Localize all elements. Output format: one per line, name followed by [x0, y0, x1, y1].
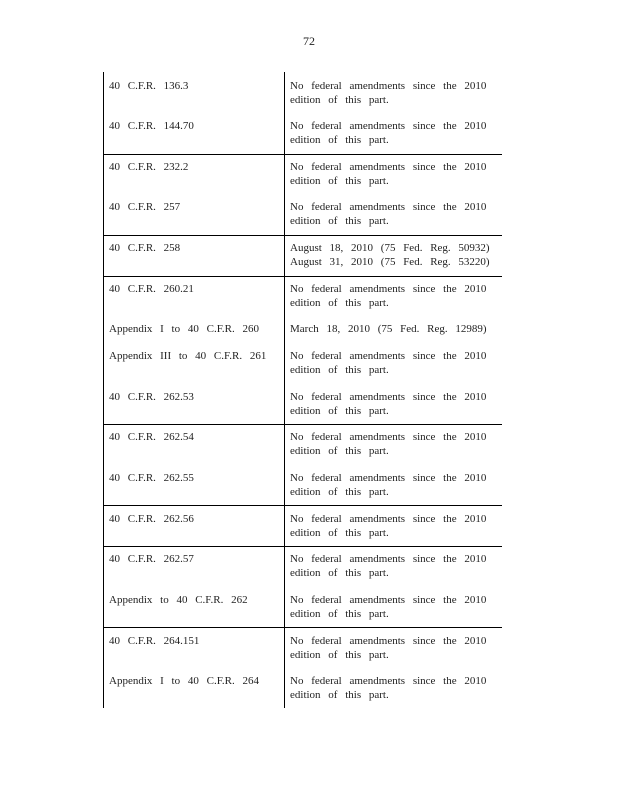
citation: 40 C.F.R. 257 — [109, 201, 181, 213]
citation: 40 C.F.R. 136.3 — [109, 80, 189, 92]
status-line-1: August 18, 2010 (75 Fed. Reg. 50932) — [290, 242, 490, 254]
status-line-1: No federal amendments since the 2010 — [290, 675, 487, 687]
citation: 40 C.F.R. 264.151 — [109, 635, 200, 647]
status-line-2: August 31, 2010 (75 Fed. Reg. 53220) — [290, 256, 490, 268]
row-divider — [103, 505, 502, 506]
table-column-divider — [284, 72, 285, 708]
status-line-2: edition of this part. — [290, 649, 389, 661]
status-line-1: No federal amendments since the 2010 — [290, 472, 487, 484]
status-line-2: edition of this part. — [290, 405, 389, 417]
citation: 40 C.F.R. 260.21 — [109, 283, 194, 295]
status-line-1: No federal amendments since the 2010 — [290, 513, 487, 525]
citation: 40 C.F.R. 262.54 — [109, 431, 194, 443]
status-line-1: No federal amendments since the 2010 — [290, 431, 487, 443]
status-line-2: edition of this part. — [290, 297, 389, 309]
status-line-2: edition of this part. — [290, 567, 389, 579]
citation: Appendix I to 40 C.F.R. 260 — [109, 323, 260, 335]
status-line-1: March 18, 2010 (75 Fed. Reg. 12989) — [290, 323, 487, 335]
citation: 40 C.F.R. 262.56 — [109, 513, 194, 525]
page-number: 72 — [303, 34, 315, 48]
row-divider — [103, 276, 502, 277]
status-line-2: edition of this part. — [290, 689, 389, 701]
status-line-1: No federal amendments since the 2010 — [290, 120, 487, 132]
status-line-1: No federal amendments since the 2010 — [290, 161, 487, 173]
citation: 40 C.F.R. 262.55 — [109, 472, 194, 484]
status-line-2: edition of this part. — [290, 215, 389, 227]
citation: 40 C.F.R. 144.70 — [109, 120, 194, 132]
row-divider — [103, 627, 502, 628]
status-line-2: edition of this part. — [290, 527, 389, 539]
status-line-1: No federal amendments since the 2010 — [290, 350, 487, 362]
status-line-1: No federal amendments since the 2010 — [290, 594, 487, 606]
amendments-table — [103, 72, 502, 708]
citation: 40 C.F.R. 262.57 — [109, 553, 194, 565]
row-divider — [103, 235, 502, 236]
citation: Appendix III to 40 C.F.R. 261 — [109, 350, 267, 362]
citation: 40 C.F.R. 232.2 — [109, 161, 189, 173]
citation: 40 C.F.R. 258 — [109, 242, 181, 254]
status-line-2: edition of this part. — [290, 608, 389, 620]
row-divider — [103, 424, 502, 425]
status-line-1: No federal amendments since the 2010 — [290, 80, 487, 92]
status-line-1: No federal amendments since the 2010 — [290, 391, 487, 403]
citation: Appendix I to 40 C.F.R. 264 — [109, 675, 260, 687]
status-line-2: edition of this part. — [290, 364, 389, 376]
status-line-2: edition of this part. — [290, 486, 389, 498]
status-line-1: No federal amendments since the 2010 — [290, 201, 487, 213]
table-left-border — [103, 72, 104, 708]
status-line-1: No federal amendments since the 2010 — [290, 283, 487, 295]
status-line-2: edition of this part. — [290, 175, 389, 187]
row-divider — [103, 154, 502, 155]
status-line-2: edition of this part. — [290, 94, 389, 106]
citation: Appendix to 40 C.F.R. 262 — [109, 594, 248, 606]
status-line-2: edition of this part. — [290, 445, 389, 457]
citation: 40 C.F.R. 262.53 — [109, 391, 194, 403]
row-divider — [103, 546, 502, 547]
status-line-2: edition of this part. — [290, 134, 389, 146]
status-line-1: No federal amendments since the 2010 — [290, 635, 487, 647]
status-line-1: No federal amendments since the 2010 — [290, 553, 487, 565]
